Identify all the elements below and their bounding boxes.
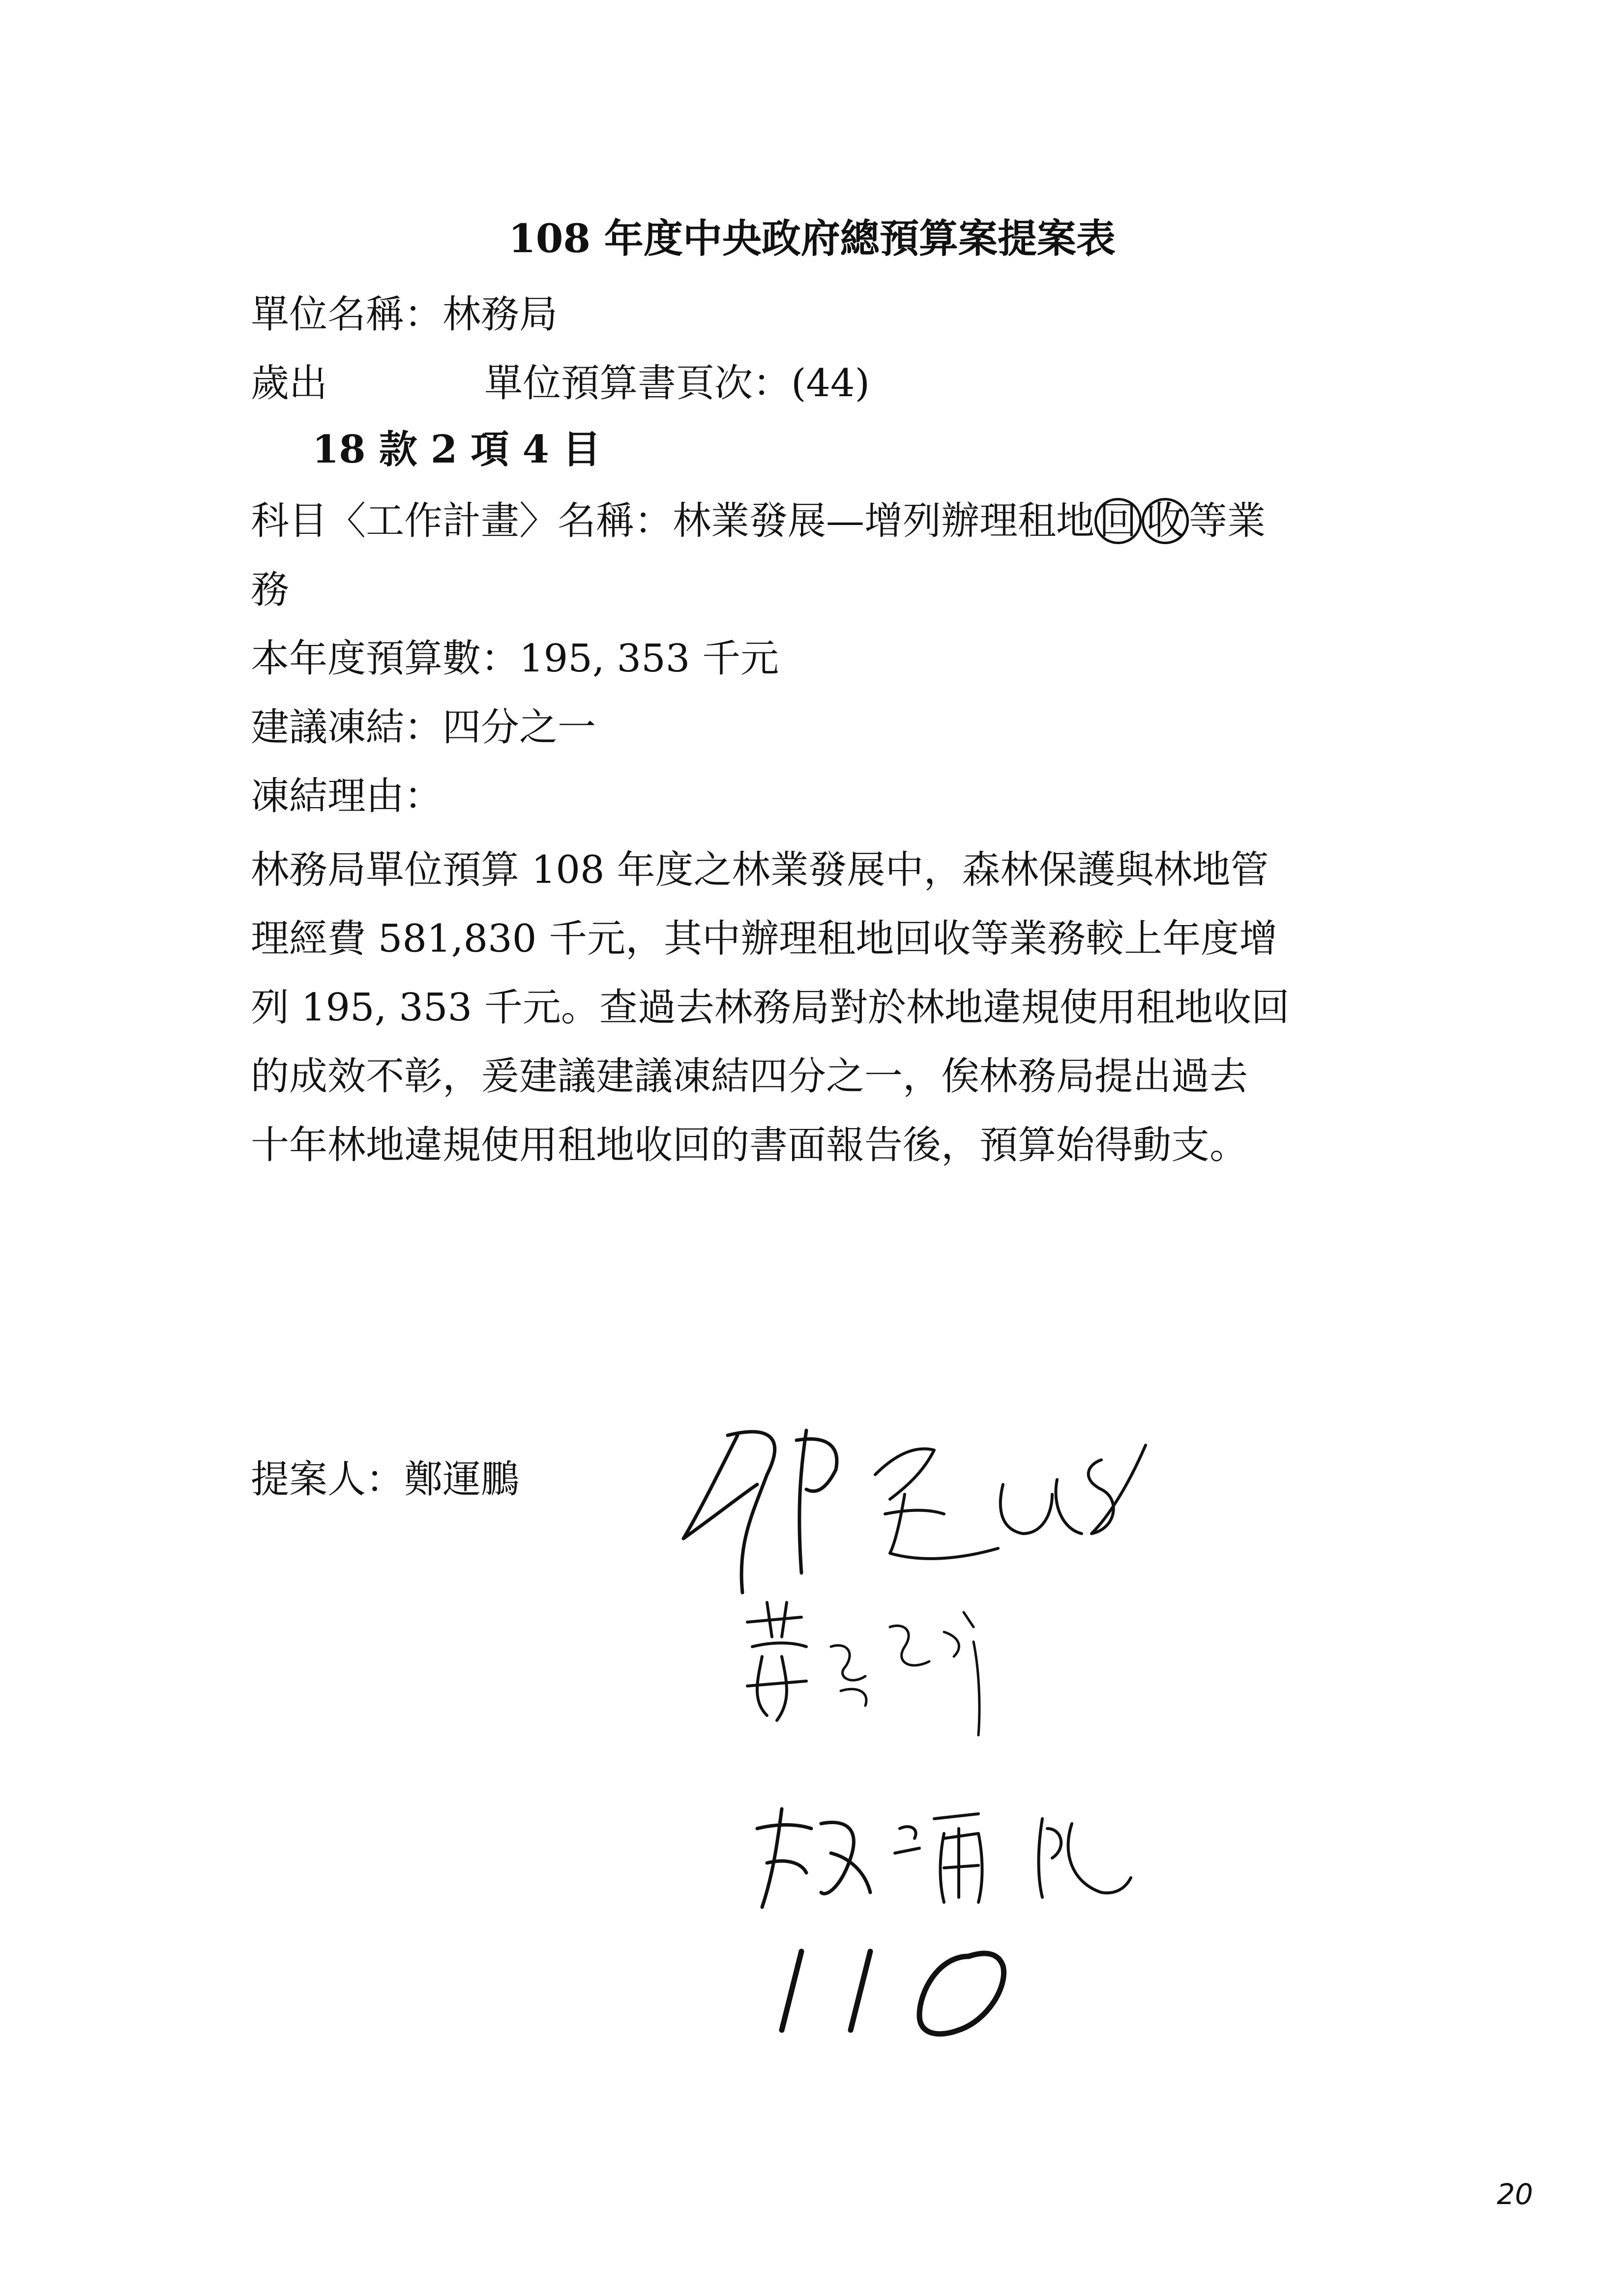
circled-character: 回 <box>1094 498 1142 544</box>
budget-amount-line: 本年度預算數：195, 353 千元 <box>251 637 779 681</box>
signature-3 <box>747 1799 1141 1917</box>
reason-paragraph <box>251 836 1382 1180</box>
section-code: 18 款 2 項 4 目 <box>312 427 601 472</box>
handwritten-number <box>772 1932 1028 2050</box>
circled-character: 收 <box>1142 498 1189 544</box>
subject-wrap: 務 <box>251 568 290 612</box>
subject-line <box>251 496 1266 546</box>
freeze-suggestion-line: 建議凍結：四分之一 <box>251 705 596 750</box>
signature-1 <box>679 1416 1151 1602</box>
handwritten-number-glyphs <box>772 1932 1028 2050</box>
reason-label: 凍結理由： <box>251 774 443 818</box>
document-title: 108 年度中央政府總預算案提案表 <box>508 215 1116 262</box>
subject-prefix: 科目〈工作計畫〉名稱：林業發展—增列辦理租地 <box>251 499 1095 543</box>
page-reference: 單位預算書頁次：(44) <box>484 361 870 406</box>
page-mark: 20 <box>1497 2178 1533 2211</box>
reason-line: 林務局單位預算 108 年度之林業發展中，森林保護與林地管 <box>251 848 1269 892</box>
reason-line: 理經費 581,830 千元，其中辦理租地回收等業務較上年度增 <box>251 917 1278 961</box>
signature-2 <box>733 1593 1008 1740</box>
proposer-line: 提案人：鄭運鵬 <box>251 1457 520 1502</box>
reason-line: 十年林地違規使用租地收回的書面報告後，預算始得動支。 <box>251 1123 1248 1167</box>
reason-line: 的成效不彰，爰建議建議凍結四分之一，俟林務局提出過去 <box>251 1054 1248 1099</box>
expense-label: 歲出 <box>251 361 328 406</box>
subject-suffix: 等業 <box>1189 499 1266 543</box>
reason-line: 列 195, 353 千元。查過去林務局對於林地違規使用租地收回 <box>251 986 1290 1030</box>
unit-name-line: 單位名稱：林務局 <box>251 292 558 337</box>
